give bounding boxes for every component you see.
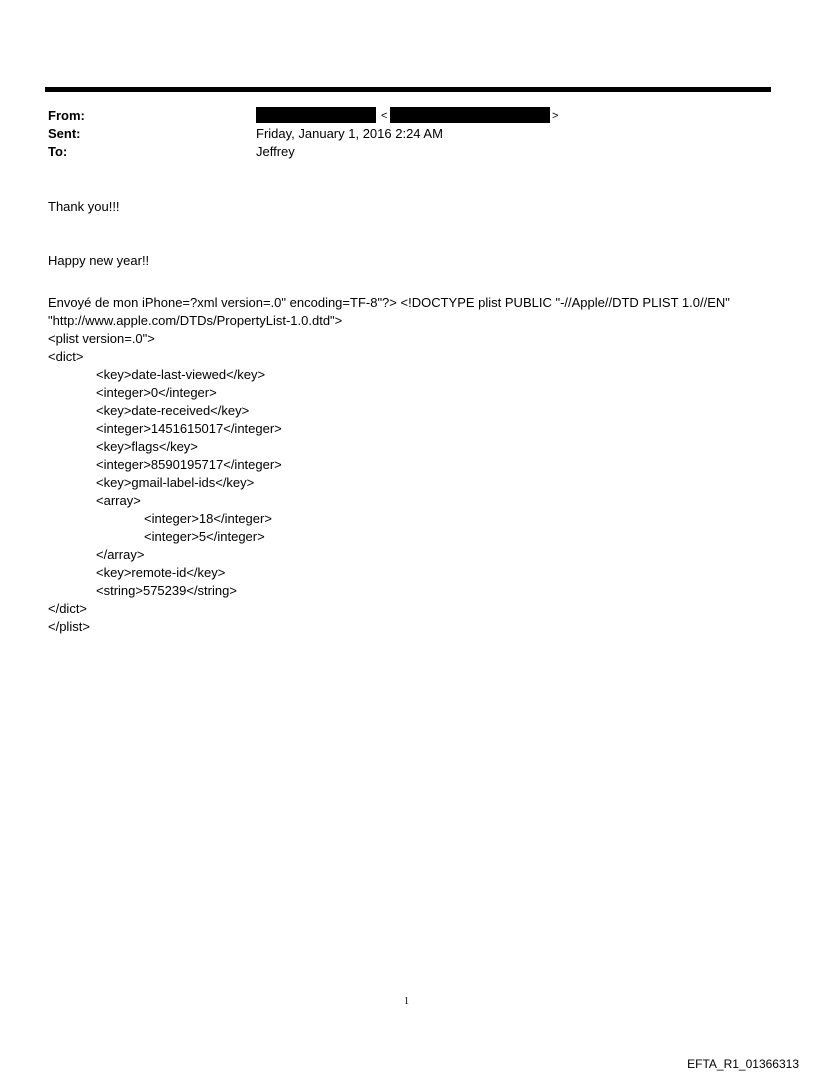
body-line: "http://www.apple.com/DTDs/PropertyList-1.0.dtd"> (48, 313, 343, 328)
sent-label: Sent: (48, 126, 81, 141)
body-line: <array> (96, 493, 141, 508)
body-line: <key>date-received</key> (96, 403, 250, 418)
body-line: <plist version=.0"> (48, 331, 155, 346)
body-line: Envoyé de mon iPhone=?xml version=.0" encoding=TF-8"?> <!DOCTYPE plist PUBLIC "-//Apple//DTD PLIST 1.0//EN" (48, 295, 730, 310)
body-line: <dict> (48, 349, 84, 364)
body-line: <key>gmail-label-ids</key> (96, 475, 255, 490)
email-body (48, 198, 778, 636)
body-line: </plist> (48, 619, 90, 634)
from-open-bracket: < (381, 110, 388, 122)
body-line: Thank you!!! (48, 199, 120, 214)
body-line: <key>date-last-viewed</key> (96, 367, 266, 382)
body-line: <integer>1451615017</integer> (96, 421, 282, 436)
bates-number: EFTA_R1_01366313 (687, 1057, 799, 1071)
body-line: <key>flags</key> (96, 439, 198, 454)
body-line: <integer>0</integer> (96, 385, 217, 400)
body-line: <integer>5</integer> (144, 529, 265, 544)
redacted-sender-email (390, 107, 550, 123)
to-label: To: (48, 144, 68, 159)
body-line: <key>remote-id</key> (96, 565, 226, 580)
body-line: <string>575239</string> (96, 583, 237, 598)
body-line: <integer>18</integer> (144, 511, 272, 526)
sent-value: Friday, January 1, 2016 2:24 AM (256, 126, 443, 141)
body-spacer (48, 270, 778, 294)
from-label: From: (48, 108, 85, 123)
body-spacer (48, 216, 778, 252)
body-line: </dict> (48, 601, 88, 616)
page-number: 1 (404, 996, 409, 1007)
body-line: <integer>8590195717</integer> (96, 457, 282, 472)
from-close-bracket: > (552, 110, 559, 122)
to-value: Jeffrey (256, 144, 295, 159)
header-rule (45, 87, 771, 92)
body-line: Happy new year!! (48, 253, 150, 268)
body-line: </array> (96, 547, 145, 562)
redacted-sender-name (256, 107, 376, 123)
